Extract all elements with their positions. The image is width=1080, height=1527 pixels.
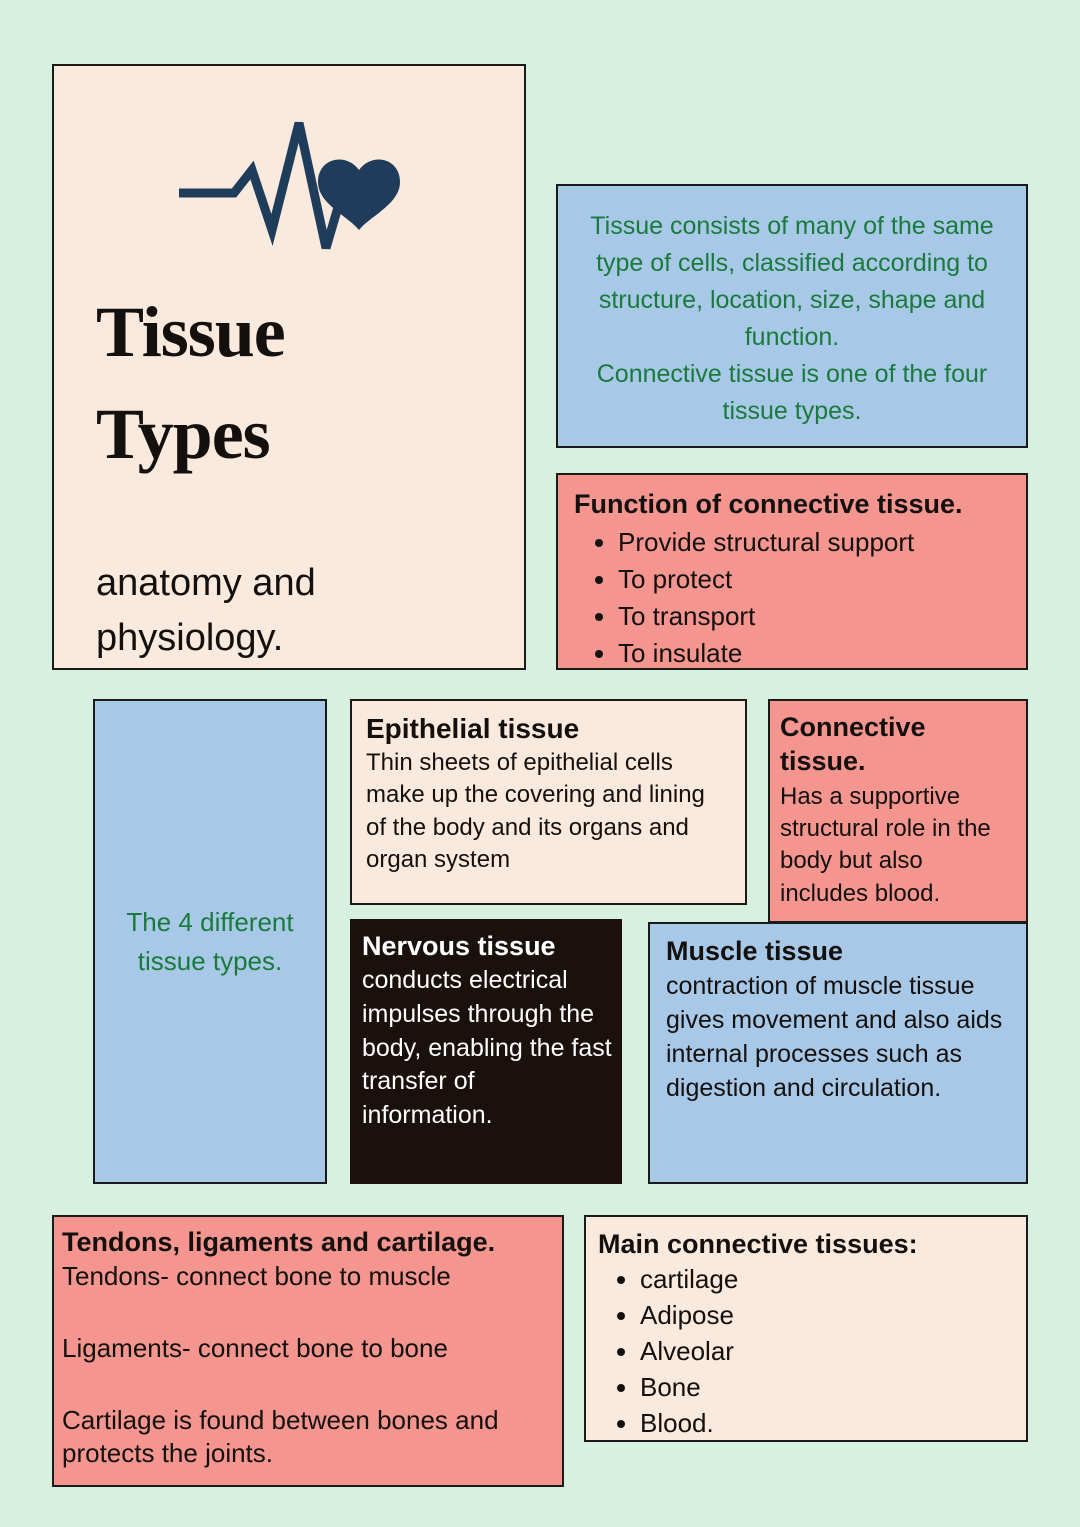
connective-body: Has a supportive structural role in the body but also includes blood. (780, 782, 991, 907)
intro-paragraph-2: Connective tissue is one of the four tissue types. (596, 360, 988, 425)
nervous-heading: Nervous tissue (362, 931, 556, 961)
intro-card (556, 184, 1028, 448)
page-subtitle: anatomy and physiology. (96, 562, 316, 660)
tendons-line-2: Ligaments- connect bone to bone (62, 1332, 448, 1363)
types-card-text: The 4 different tissue types. (126, 906, 294, 976)
muscle-heading: Muscle tissue (666, 936, 844, 966)
list-item: • Bone (640, 1370, 1014, 1406)
list-item: • Alveolar (640, 1334, 1014, 1370)
function-card-list (574, 524, 1010, 672)
epithelial-heading: Epithelial tissue (366, 713, 580, 744)
four-tissue-types-card (93, 699, 327, 1184)
epithelial-tissue-card (350, 699, 747, 905)
nervous-body: conducts electrical impulses through the body, enabling the fast transfer of information. (362, 966, 612, 1129)
list-item: • Provide structural support (618, 524, 1010, 561)
title-line-1: Tissue (96, 292, 285, 372)
epithelial-body: Thin sheets of epithelial cells make up the covering and lining of the body and its organs and organ system (366, 749, 705, 874)
list-item: • To transport (618, 598, 1010, 635)
nervous-tissue-card (350, 919, 622, 1184)
tendons-line-1: Tendons- connect bone to muscle (62, 1261, 451, 1291)
tendons-ligaments-cartilage-card (52, 1215, 564, 1487)
list-item: • cartilage (640, 1262, 1014, 1298)
title-line-2: Types (96, 394, 270, 475)
intro-paragraph-1: Tissue consists of many of the same type of cells, classified according to structure, location, size, shape and function. (590, 212, 994, 351)
list-item: • To insulate (618, 635, 1010, 672)
list-item: • Adipose (640, 1298, 1014, 1334)
function-of-connective-tissue-card (556, 473, 1028, 670)
tendons-heading: Tendons, ligaments and cartilage. (62, 1227, 496, 1257)
tendons-line-3: Cartilage is found between bones and protects the joints. (62, 1404, 499, 1469)
function-card-heading: Function of connective tissue. (574, 489, 963, 519)
main-tissues-list (598, 1262, 1014, 1441)
muscle-body: contraction of muscle tissue gives movement and also aids internal processes such as digestion and circulation. (666, 972, 1003, 1102)
list-item: • Blood. (640, 1406, 1014, 1442)
main-connective-tissues-card (584, 1215, 1028, 1442)
page-title (96, 281, 285, 485)
connective-tissue-card (768, 699, 1028, 923)
heartbeat-pulse-icon (174, 98, 404, 258)
title-card (52, 64, 526, 670)
muscle-tissue-card (648, 922, 1028, 1184)
main-tissues-heading: Main connective tissues: (598, 1229, 918, 1259)
list-item: • To protect (618, 561, 1010, 598)
connective-heading: Connective tissue. (780, 712, 926, 776)
